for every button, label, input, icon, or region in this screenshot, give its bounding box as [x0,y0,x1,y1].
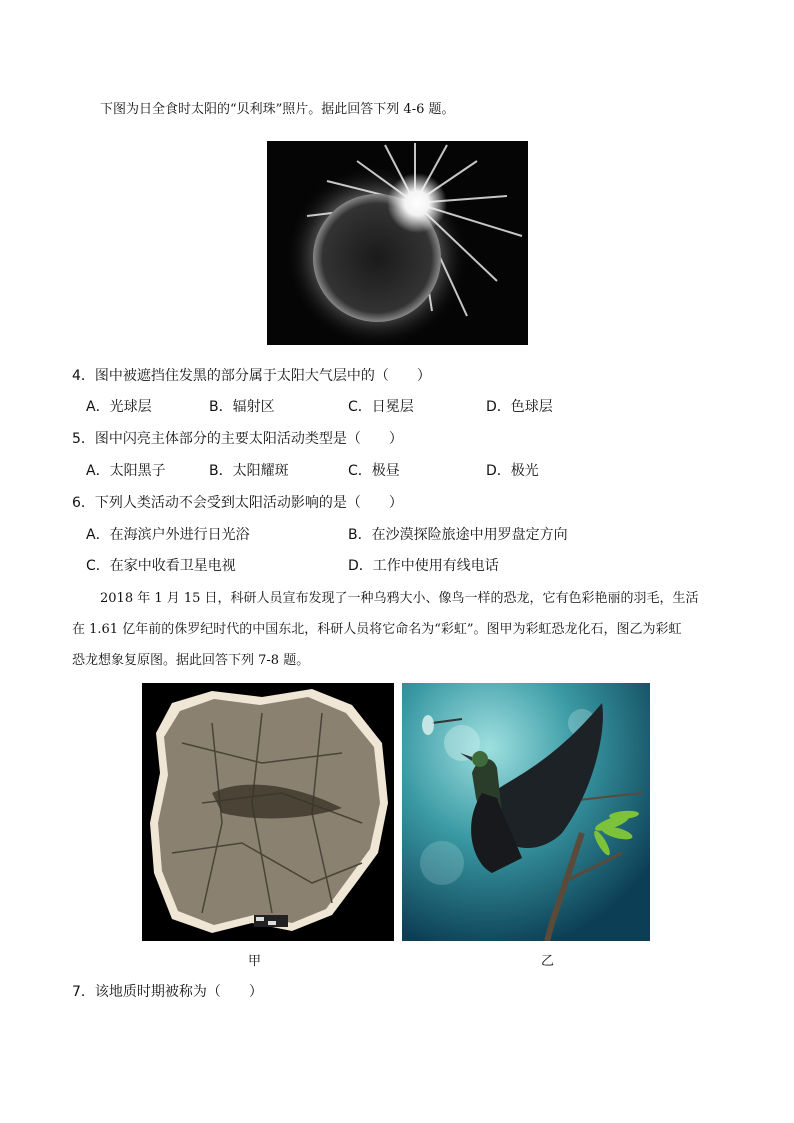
intro-eclipse: 下图为日全食时太阳的“贝利珠”照片。据此回答下列 4-6 题。 [100,102,455,117]
intro-dinosaur-line2: 在 1.61 亿年前的侏罗纪时代的中国东北，科研人员将它命名为“彩虹”。图甲为彩虹恐龙化石，图乙为彩虹 [72,622,682,637]
intro-dinosaur-line3: 恐龙想象复原图。据此回答下列 7-8 题。 [72,653,310,668]
q6-option-c[interactable]: C．在家中收看卫星电视 [86,558,236,574]
q6-option-a[interactable]: A．在海滨户外进行日光浴 [86,527,250,543]
caption-right: 乙 [541,954,555,969]
q5-option-a[interactable]: A．太阳黑子 [86,463,166,479]
dinosaur-illustration [402,683,650,941]
q6-stem: 6．下列人类活动不会受到太阳活动影响的是（ ） [72,495,403,511]
q6-option-d[interactable]: D．工作中使用有线电话 [348,558,499,574]
q4-stem: 4．图中被遮挡住发黑的部分属于太阳大气层中的（ ） [72,368,431,384]
q5-option-d[interactable]: D．极光 [486,463,539,479]
q4-option-a[interactable]: A．光球层 [86,399,152,415]
q4-option-c[interactable]: C．日冕层 [348,399,414,415]
q6-option-b[interactable]: B．在沙漠探险旅途中用罗盘定方向 [348,527,568,543]
q4-option-d[interactable]: D．色球层 [486,399,553,415]
eclipse-photo [267,141,528,345]
q7-stem: 7．该地质时期被称为（ ） [72,984,263,1000]
q5-option-b[interactable]: B．太阳耀斑 [209,463,289,479]
intro-dinosaur-line1: 2018 年 1 月 15 日，科研人员宣布发现了一种乌鸦大小、像鸟一样的恐龙，它有色彩艳丽的羽毛，生活 [100,591,699,606]
q4-option-b[interactable]: B．辐射区 [209,399,275,415]
q5-option-c[interactable]: C．极昼 [348,463,400,479]
caption-left: 甲 [248,954,262,969]
q5-stem: 5．图中闪亮主体部分的主要太阳活动类型是（ ） [72,431,403,447]
fossil-photo [142,683,394,941]
